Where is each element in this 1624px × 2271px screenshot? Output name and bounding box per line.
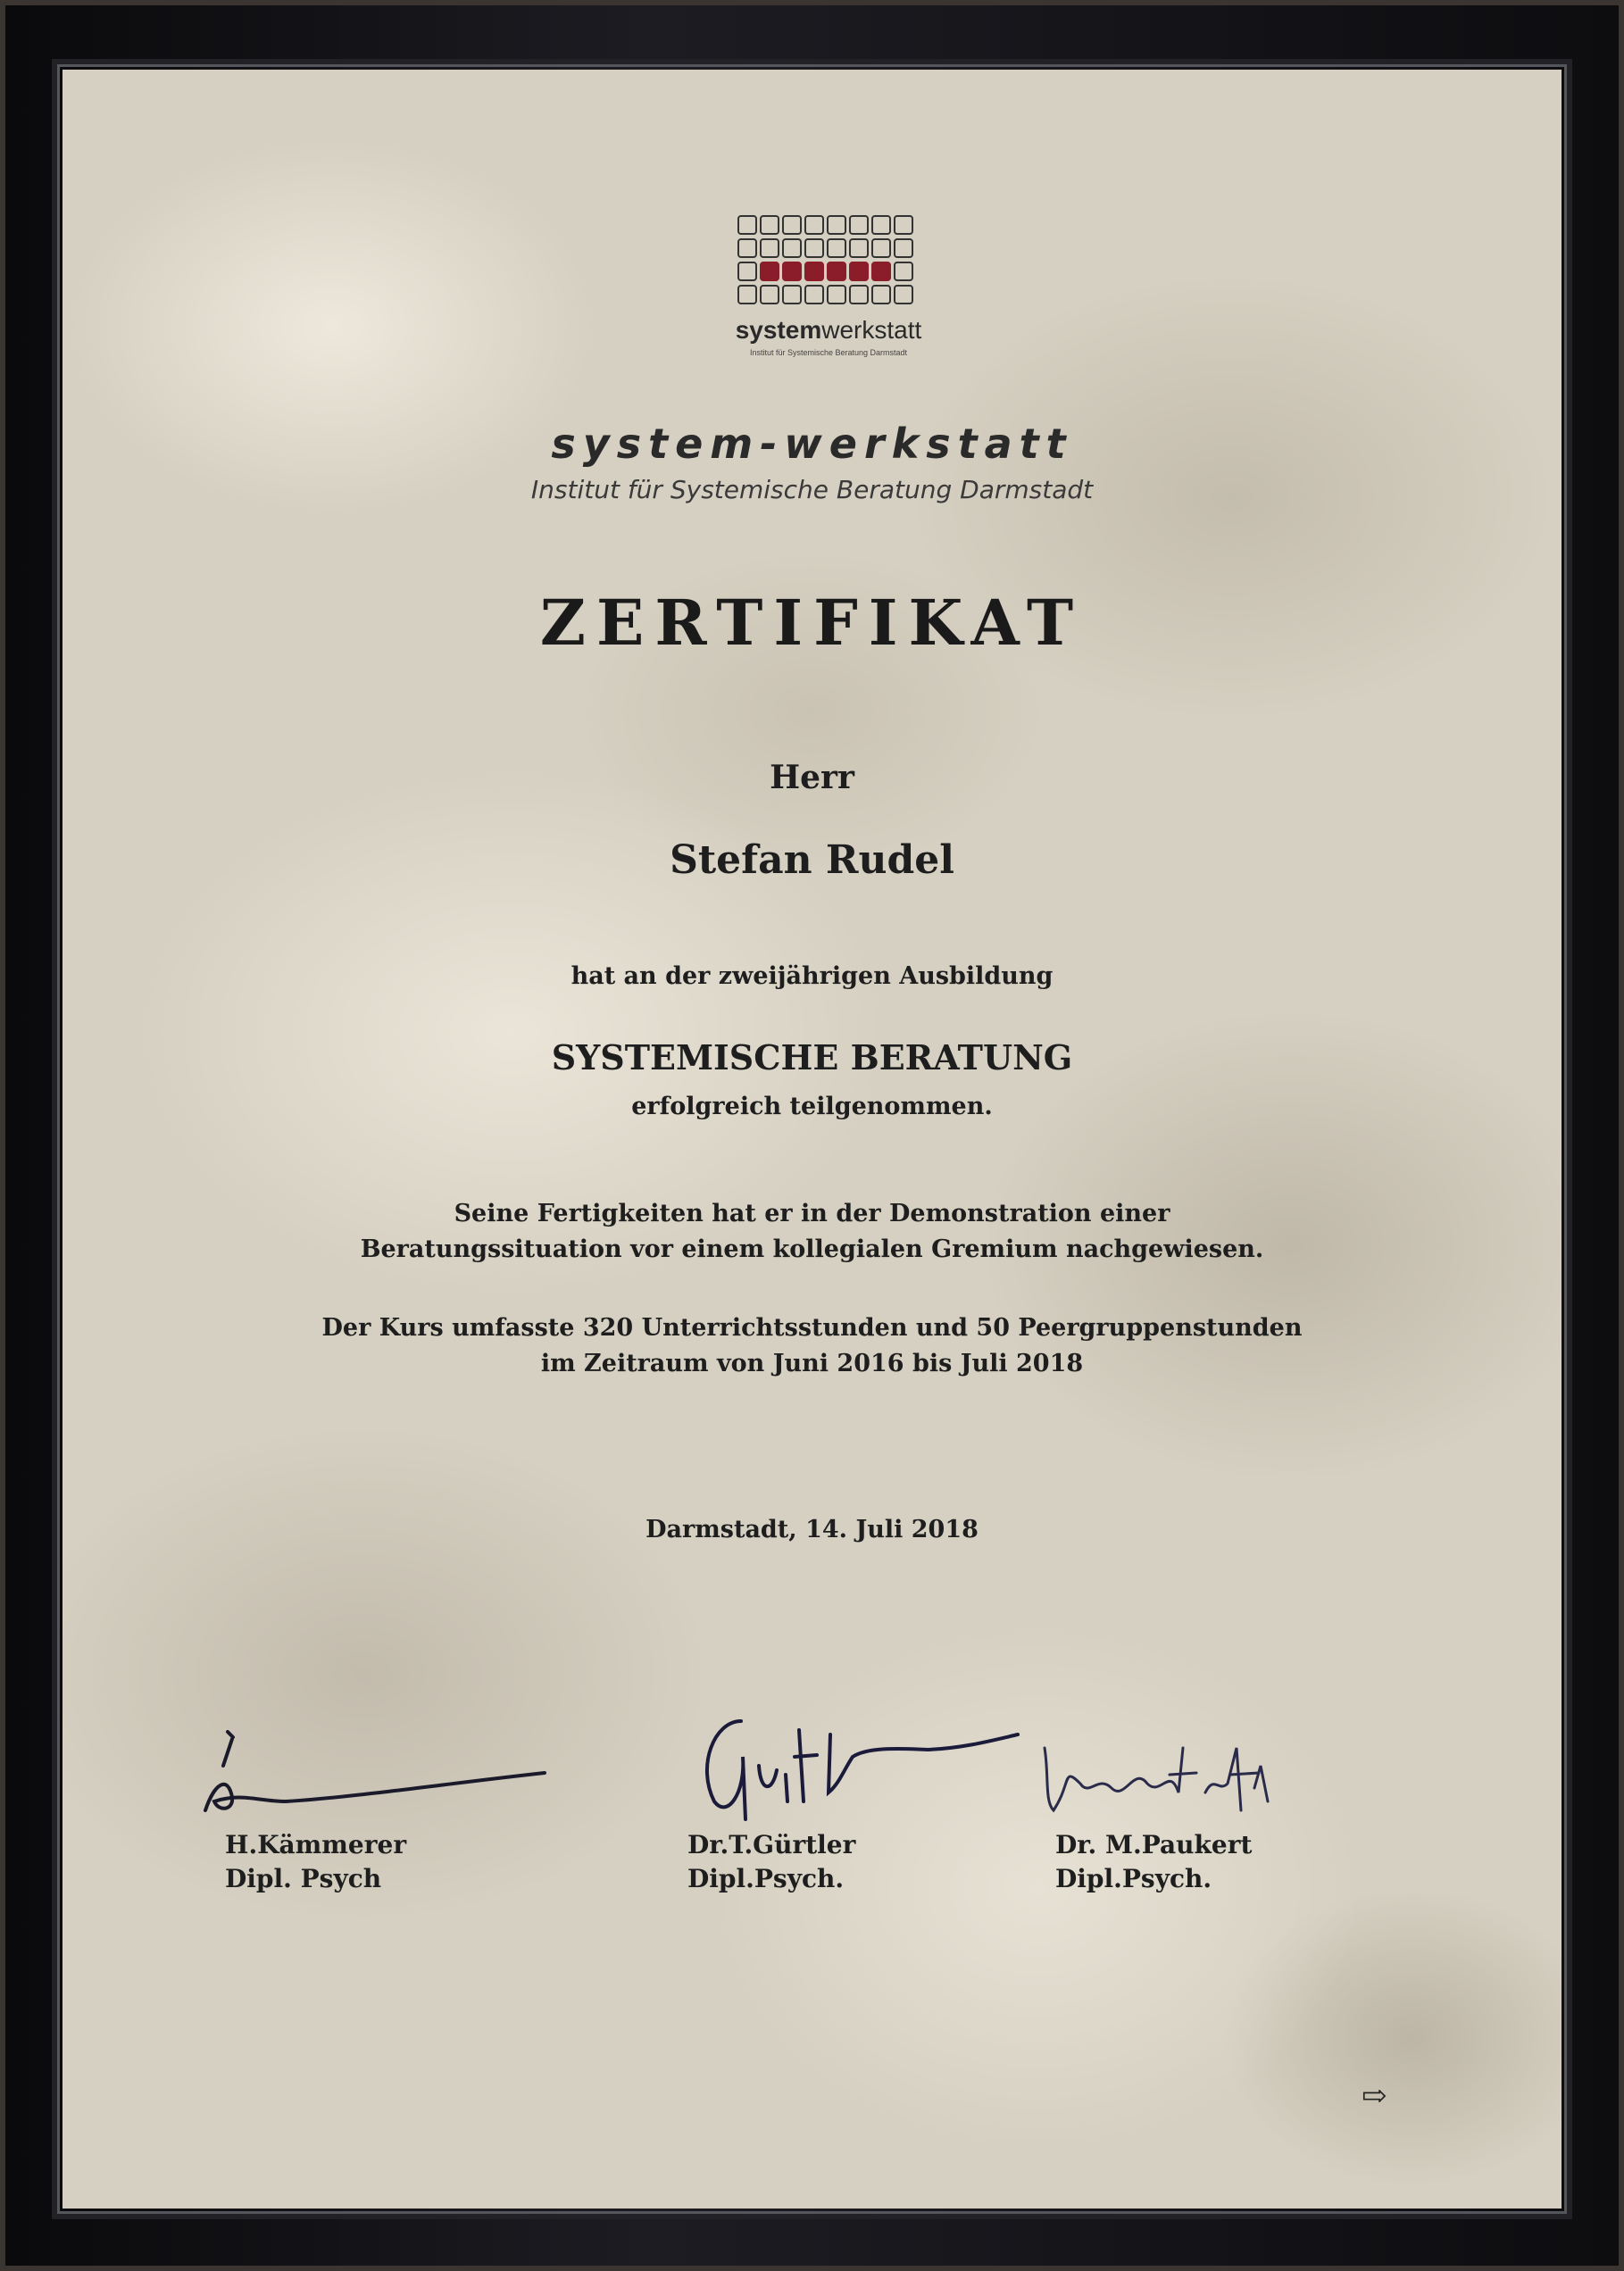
signature-kaemmerer — [179, 1712, 571, 1846]
logo-subline: Institut für Systemische Beratung Darmstadt — [749, 348, 908, 357]
logo-grid-cell — [850, 286, 868, 304]
logo-grid-cell — [783, 216, 801, 234]
logo-grid-cell — [850, 262, 868, 280]
signatory-3-title: Dipl.Psych. — [1055, 1864, 1212, 1893]
logo-grid-cell — [895, 262, 912, 280]
logo-grid-cell — [738, 286, 756, 304]
logo-grid-cell — [805, 239, 823, 257]
logo-grid-cell — [828, 216, 845, 234]
logo-grid-cell — [738, 262, 756, 280]
hours-line-2: im Zeitraum von Juni 2016 bis Juli 2018 — [540, 1350, 1084, 1377]
logo-grid-cell — [895, 239, 912, 257]
signatory-1-name: H.Kämmerer — [225, 1830, 407, 1859]
signature-paukert — [1027, 1712, 1312, 1846]
org-subtitle: Institut für Systemische Beratung Darmstadt — [530, 475, 1094, 504]
place-date: Darmstadt, 14. Juli 2018 — [645, 1516, 979, 1543]
logo-grid-cell — [850, 239, 868, 257]
systemwerkstatt-logo — [695, 141, 962, 373]
signatory-1-title: Dipl. Psych — [225, 1864, 382, 1893]
logo-grid-cell — [850, 216, 868, 234]
logo-grid-cell — [783, 239, 801, 257]
signatory-2-title: Dipl.Psych. — [687, 1864, 845, 1893]
logo-grid-cell — [895, 286, 912, 304]
logo-wordmark: systemwerkstatt — [735, 316, 922, 344]
logo-grid-cell — [895, 216, 912, 234]
certificate-paper — [62, 70, 1562, 2209]
hours-line-1: Der Kurs umfasste 320 Unterrichtsstunden und 50 Peergruppenstunden — [321, 1314, 1303, 1342]
signatory-3 — [1055, 1828, 1252, 1896]
logo-grid-cell — [761, 216, 779, 234]
skills-line-2: Beratungssituation vor einem kollegialen Gremium nachgewiesen. — [360, 1235, 1264, 1263]
certificate-title: ZERTIFIKAT — [539, 586, 1085, 660]
logo-grid-cell — [761, 286, 779, 304]
signatory-3-name: Dr. M.Paukert — [1055, 1830, 1253, 1859]
logo-grid-cell — [738, 216, 756, 234]
logo-grid-cell — [761, 239, 779, 257]
logo-grid-cell — [872, 239, 890, 257]
recipient-salutation: Herr — [770, 759, 854, 796]
signatory-1 — [225, 1828, 406, 1896]
logo-grid-cell — [828, 239, 845, 257]
logo-grid-cell — [805, 286, 823, 304]
logo-grid-cell — [828, 262, 845, 280]
logo-grid-cell — [828, 286, 845, 304]
org-name: system-werkstatt — [551, 420, 1073, 468]
course-intro: hat an der zweijährigen Ausbildung — [570, 962, 1054, 990]
signature-guertler — [661, 1685, 1036, 1846]
logo-grid-cell — [872, 286, 890, 304]
logo-grid-cell — [783, 262, 801, 280]
course-name: SYSTEMISCHE BERATUNG — [551, 1037, 1073, 1077]
logo-grid-cell — [805, 262, 823, 280]
recipient-name: Stefan Rudel — [670, 837, 954, 883]
logo-grid-cell — [738, 239, 756, 257]
logo-grid-icon — [735, 212, 922, 311]
signatory-2-name: Dr.T.Gürtler — [687, 1830, 856, 1859]
arrow-right-icon: ⇨ — [1362, 2078, 1387, 2114]
signatory-2 — [687, 1828, 855, 1896]
logo-grid-cell — [761, 262, 779, 280]
course-result: erfolgreich teilgenommen. — [631, 1093, 993, 1120]
logo-grid-cell — [872, 262, 890, 280]
logo-grid-cell — [872, 216, 890, 234]
logo-grid-cell — [805, 216, 823, 234]
skills-line-1: Seine Fertigkeiten hat er in der Demonstration einer — [454, 1200, 1170, 1227]
logo-grid-cell — [783, 286, 801, 304]
